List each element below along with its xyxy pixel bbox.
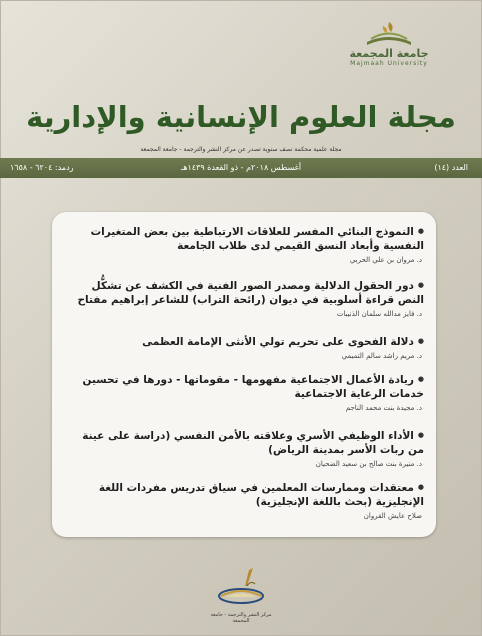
issue-info-band: [0, 158, 482, 178]
publisher-book-icon: [211, 566, 271, 608]
toc-item: [66, 372, 424, 412]
journal-subtitle: مجلة علمية محكمة نصف سنوية تصدر عن مركز النشر والترجمة - جامعة المجمعة: [140, 146, 342, 153]
book-logo-icon: [361, 18, 417, 48]
toc-item-author: د. مريم راشد سالم التميمي: [341, 352, 422, 360]
toc-item-title: ● النموذج البنائي المفسر للعلاقات الارتباطية بين بعض المتغيرات النفسية وأبعاد النسق القيمي لدى طلاب الجامعة: [66, 224, 424, 253]
university-name-english: Majmaah University: [350, 60, 428, 67]
toc-item: [66, 278, 424, 318]
toc-item-author: د. مروان بن علي الحربي: [349, 256, 422, 264]
publisher-logo: [205, 566, 277, 624]
toc-item-title: ● معتقدات وممارسات المعلمين في سياق تدريس مفردات اللغة الإنجليزية (بحث باللغة الإنجليزية): [66, 480, 424, 509]
toc-item: [66, 428, 424, 468]
toc-item-title: ● ريادة الأعمال الاجتماعية مفهومها - مقوماتها - دورها في تحسين خدمات الرعاية الاجتماعية: [66, 372, 424, 401]
university-logo: [324, 18, 454, 78]
toc-item-title: ● الأداء الوظيفي الأسري وعلاقته بالأمن النفسي (دراسة على عينة من ربات الأسر بمدينة الرياض): [66, 428, 424, 457]
university-name-arabic: جامعة المجمعة: [349, 47, 429, 60]
issue-date: أغسطس ٢٠١٨م - ذو القعدة ١٤٣٩هـ: [180, 163, 302, 172]
toc-item-author: د. مجيدة بنت محمد الناجم: [345, 404, 422, 412]
toc-item-author: د. فايز مدالله سلمان الذنيبات: [336, 310, 422, 318]
table-of-contents: [52, 212, 436, 537]
toc-item-author: صلاح عايش القروان: [363, 512, 422, 520]
issn-number: ردمد: ٦٢٠٤ - ١٦٥٨: [10, 163, 74, 172]
toc-item: [66, 334, 424, 360]
toc-item-title: ● دلالة الفحوى على تحريم تولي الأنثى الإمامة العظمى: [66, 334, 424, 349]
journal-title: مجلة العلوم الإنسانية والإدارية: [26, 100, 456, 134]
toc-item-title: ● دور الحقول الدلالية ومصدر الصور الفنية في الكشف عن تشكُّل النص قراءة أسلوبية في ديوان (رائحة التراب) للشاعر إبراهيم مفتاح: [66, 278, 424, 307]
toc-item: [66, 480, 424, 520]
toc-item-author: د. منيرة بنت صالح بن سعيد الضحيان: [315, 460, 422, 468]
publisher-name: مركز النشر والترجمة - جامعة المجمعة: [210, 612, 272, 624]
issue-number: العدد (١٤): [434, 163, 468, 172]
toc-item: [66, 224, 424, 264]
